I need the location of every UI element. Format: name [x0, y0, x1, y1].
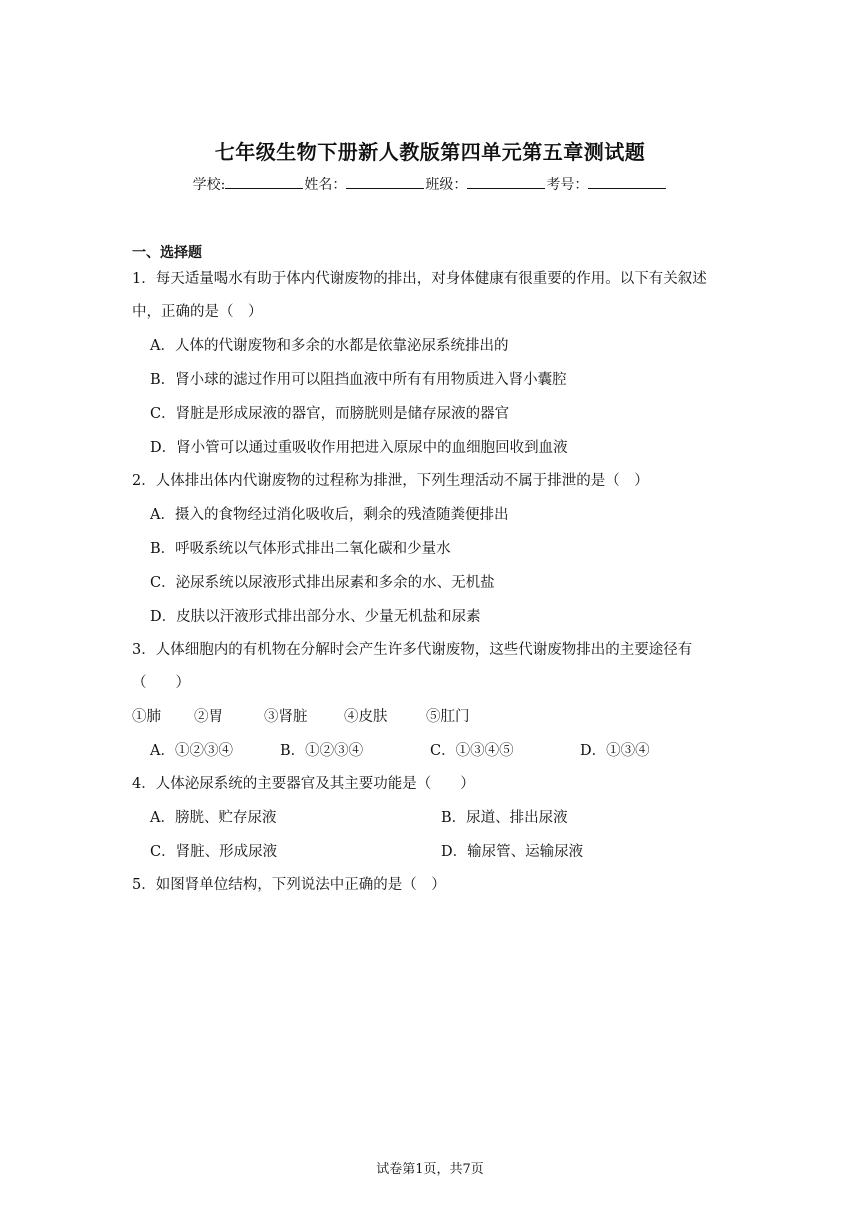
option-b[interactable]: B．①②③④ [280, 743, 364, 759]
question-5 [132, 869, 732, 902]
question-1 [132, 263, 732, 465]
organ-item: ⑤肛门 [426, 709, 470, 725]
school-label: 学校: [192, 177, 226, 193]
question-3 [132, 634, 732, 768]
options-row [132, 835, 732, 869]
option-d[interactable]: D．肾小管可以通过重吸收作用把进入原尿中的血细胞回收到血液 [150, 440, 568, 456]
option-a[interactable]: A．摄入的食物经过消化吸收后，剩余的残渣随粪便排出 [150, 507, 509, 523]
school-blank[interactable] [225, 175, 303, 189]
name-label: 姓名： [304, 177, 347, 193]
student-info-line [0, 174, 860, 194]
organ-list [132, 700, 732, 734]
class-label: 班级： [425, 177, 468, 193]
question-2 [132, 465, 732, 634]
class-blank[interactable] [467, 175, 545, 189]
organ-item: ③肾脏 [264, 709, 308, 725]
option-d[interactable]: D．输尿管、运输尿液 [441, 844, 584, 860]
exam-no-label: 考号： [546, 177, 589, 193]
option-a[interactable]: A．膀胱、贮存尿液 [150, 810, 277, 826]
option-d[interactable]: D．①③④ [580, 743, 650, 759]
question-stem: 5．如图肾单位结构，下列说法中正确的是（ ） [132, 877, 446, 893]
organ-item: ④皮肤 [344, 709, 388, 725]
option-b[interactable]: B．肾小球的滤过作用可以阻挡血液中所有有用物质进入肾小囊腔 [150, 372, 567, 388]
page-title: 七年级生物下册新人教版第四单元第五章测试题 [214, 140, 646, 164]
question-stem: 3．人体细胞内的有机物在分解时会产生许多代谢废物，这些代谢废物排出的主要途径有（ ） [132, 642, 693, 691]
question-stem: 1．每天适量喝水有助于体内代谢废物的排出，对身体健康有很重要的作用。以下有关叙述中，正确的是（ ） [132, 271, 707, 320]
section-heading: 一、选择题 [132, 245, 202, 261]
options-row [132, 734, 732, 768]
option-a[interactable]: A．人体的代谢废物和多余的水都是依靠泌尿系统排出的 [150, 338, 509, 354]
option-a[interactable]: A．①②③④ [150, 743, 233, 759]
option-c[interactable]: C．肾脏、形成尿液 [150, 844, 278, 860]
option-d[interactable]: D．皮肤以汗液形式排出部分水、少量无机盐和尿素 [150, 609, 481, 625]
question-stem: 2．人体排出体内代谢废物的过程称为排泄，下列生理活动不属于排泄的是（ ） [132, 473, 649, 489]
question-stem: 4．人体泌尿系统的主要器官及其主要功能是（ ） [132, 776, 475, 792]
option-c[interactable]: C．①③④⑤ [430, 743, 514, 759]
option-c[interactable]: C．肾脏是形成尿液的器官，而膀胱则是储存尿液的器官 [150, 406, 510, 422]
option-c[interactable]: C．泌尿系统以尿液形式排出尿素和多余的水、无机盐 [150, 575, 495, 591]
exam-no-blank[interactable] [588, 175, 666, 189]
options-row [132, 801, 732, 835]
organ-item: ①肺 [132, 709, 161, 725]
option-b[interactable]: B．呼吸系统以气体形式排出二氧化碳和少量水 [150, 541, 451, 557]
organ-item: ②胃 [194, 709, 223, 725]
name-blank[interactable] [346, 175, 424, 189]
question-list [132, 263, 732, 902]
page-footer: 试卷第1页，共7页 [376, 1162, 484, 1177]
option-b[interactable]: B．尿道、排出尿液 [441, 810, 568, 826]
question-4 [132, 768, 732, 869]
